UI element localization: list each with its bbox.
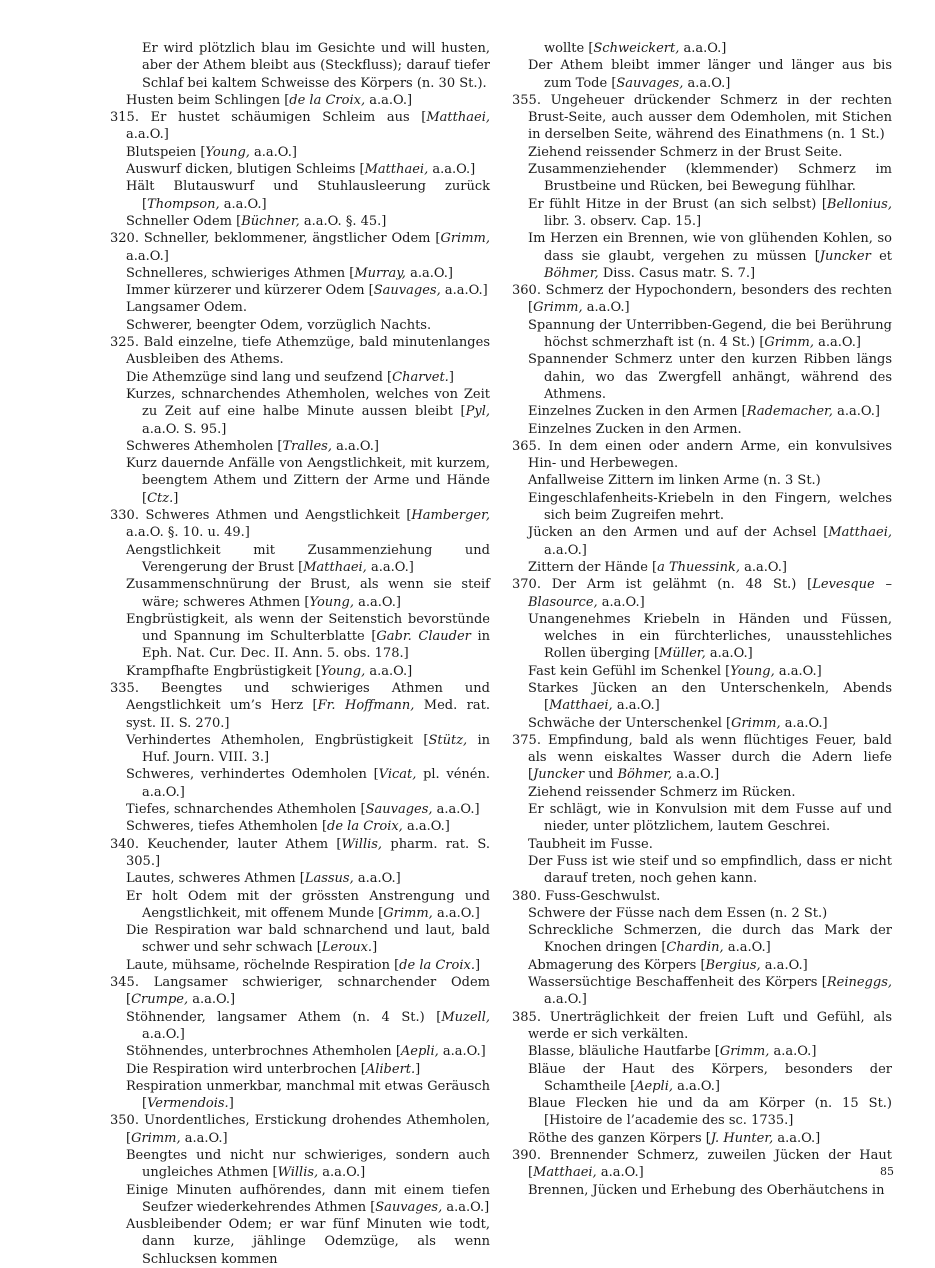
entry-text: a.a.O.] (354, 594, 401, 610)
entry-text: Röthe des ganzen Körpers [ (528, 1130, 711, 1146)
symptom-entry (512, 317, 892, 352)
entry-text: Respiration unmerkbar, manchmal mit etwas Geräusch [ (126, 1078, 490, 1112)
entry-text: a.a.O.] (582, 300, 630, 316)
entry-text: Er schlägt, wie in Konvulsion mit dem Fusse auf und nieder, unter plötzlichem, lautem Geschrei. (528, 802, 892, 835)
symptom-entry (110, 801, 490, 818)
entry-text: a.a.O.] (142, 1026, 185, 1042)
citation-author: Hamberger, (411, 508, 490, 524)
symptom-entry (110, 1061, 490, 1078)
citation-author: de la Croix, (327, 819, 403, 835)
citation-author: de la Croix, (289, 92, 366, 108)
citation-author: Fr. Hoffmann, (317, 698, 415, 714)
entry-text: a.a.O.] (596, 1165, 644, 1181)
symptom-entry (110, 507, 490, 542)
entry-text: Unangenehmes Kriebeln in Händen und Füssen, welches in ein fürchterliches, unausstehliches Rollen überging [ (528, 611, 892, 662)
symptom-entry (110, 369, 490, 386)
symptom-entry (512, 1095, 892, 1130)
citation-author: Grimm, (533, 300, 583, 316)
entry-text: ] (228, 1096, 234, 1112)
entry-text: Einzelnes Zucken in den Armen [ (528, 404, 747, 420)
entry-text: Die Respiration wird unterbrochen [ (126, 1061, 366, 1077)
entry-text: Schreckliche Schmerzen, die durch das Mark der Knochen dringen [ (528, 923, 892, 956)
entry-text: a.a.O.] (442, 1199, 490, 1215)
entry-text: a.a.O.] (832, 404, 880, 420)
entry-text: Schneller Odem [ (126, 213, 242, 229)
entry-text: a.a.O.] (597, 594, 645, 610)
entry-text: a.a.O.] (760, 957, 808, 973)
entry-text: 375. Empfindung, bald als wenn flüchtiges Feuer, bald als wenn eiskaltes Wasser durch die Adern liefe [ (512, 732, 892, 783)
entry-text: 320. Schneller, beklommener, ängstlicher Odem [ (110, 231, 441, 247)
entry-text: Engbrüstigkeit, als wenn der Seitenstich bevorstünde und Spannung im Schulterblatte [ (126, 611, 490, 645)
symptom-entry (512, 92, 892, 144)
symptom-entry (512, 196, 892, 231)
entry-text: 325. Bald einzelne, tiefe Athemzüge, bald minutenlanges Ausbleiben des Athems. (110, 335, 490, 368)
citation-author: Grimm, (131, 1130, 181, 1146)
citation-author: Alibert. (365, 1061, 416, 1077)
symptom-entry (512, 1130, 892, 1147)
symptom-entry (110, 1078, 490, 1113)
symptom-entry (110, 542, 490, 577)
symptom-entry (512, 421, 892, 438)
entry-text: wollte [ (544, 41, 594, 56)
symptom-entry (512, 905, 892, 922)
symptom-entry (512, 490, 892, 525)
entry-text: Schwere der Füsse nach dem Essen (n. 2 St.) (528, 905, 828, 921)
entry-text: und (584, 767, 618, 783)
citation-author: Willis, (341, 836, 383, 852)
entry-text: in Huf. Journ. VIII. 3.] (142, 732, 490, 766)
entry-text: a.a.O.] (318, 1165, 366, 1181)
citation-author: Sauvages, (375, 1199, 443, 1215)
symptom-entry (512, 40, 892, 57)
symptom-entry (110, 161, 490, 178)
citation-author: Thompson, (147, 196, 220, 212)
symptom-entry (512, 161, 892, 196)
entry-text: pl. vénén. a.a.O.] (142, 767, 490, 800)
entry-text: Spannender Schmerz unter den kurzen Ribben längs dahin, wo das Zwergfell anhängt, während des Athmens. (528, 352, 892, 402)
symptom-entry (110, 836, 490, 871)
entry-text: a.a.O.] (188, 992, 236, 1008)
symptom-entry (512, 974, 892, 1009)
symptom-entry (512, 1147, 892, 1182)
symptom-entry (110, 144, 490, 161)
entry-text: a.a.O.] (679, 41, 727, 56)
entry-text: a.a.O.] (365, 663, 413, 679)
entry-text: a.a.O.] (774, 663, 822, 679)
symptom-entry (110, 922, 490, 957)
entry-text: Die Respiration war bald schnarchend und laut, bald schwer und sehr schwach [ (126, 923, 490, 956)
entry-text: Blasse, bläuliche Hautfarbe [ (528, 1044, 720, 1060)
entry-text: a.a.O.] (219, 196, 267, 212)
symptom-entry (512, 801, 892, 836)
entry-text: Schweres, verhindertes Odemholen [ (126, 767, 379, 783)
entry-text: a.a.O.] (180, 1130, 228, 1146)
symptom-entry (110, 818, 490, 835)
entry-text: Er holt Odem mit der grössten Anstrengung und Aengstlichkeit, mit offenem Munde [ (126, 888, 490, 921)
citation-author: Müller, (659, 646, 706, 662)
entry-text: a.a.O.] (544, 542, 587, 558)
symptom-entry (512, 732, 892, 784)
entry-text: 355. Ungeheuer drückender Schmerz in der rechten Brust-Seite, auch ausser dem Odemholen, mit Stichen in derselben Seite, während des Einathmens (n. 1 St.) (512, 92, 892, 143)
entry-text: Schnelleres, schwieriges Athmen [ (126, 265, 355, 281)
entry-text: ] (415, 1061, 421, 1077)
left-column (110, 40, 490, 1268)
symptom-entry (512, 957, 892, 974)
entry-text: Die Athemzüge sind lang und seufzend [ (126, 369, 393, 385)
symptom-entry (512, 663, 892, 680)
entry-text: Kurzes, schnarchendes Athemholen, welches von Zeit zu Zeit auf eine halbe Minute aussen bleibt [ (126, 386, 490, 420)
symptom-entry (110, 766, 490, 801)
entry-text: Stöhnender, langsamer Athem (n. 4 St.) [ (126, 1009, 442, 1025)
citation-author: J. Hunter, (710, 1130, 774, 1146)
entry-text: a.a.O.] (673, 1078, 720, 1094)
symptom-entry (110, 957, 490, 974)
symptom-entry (512, 403, 892, 420)
citation-author: Gabr. Clauder (376, 629, 471, 645)
citation-author: Levesque – Blasource, (528, 577, 892, 610)
entry-text: Beengtes und nicht nur schwieriges, sondern auch ungleiches Athmen [ (126, 1148, 490, 1181)
symptom-entry (110, 870, 490, 887)
symptom-entry (110, 213, 490, 230)
entry-text: 335. Beengtes und schwieriges Athmen und Aengstlichkeit um’s Herz [ (110, 680, 490, 714)
symptom-entry (512, 1182, 892, 1199)
citation-author: Bergius, (705, 957, 761, 973)
entry-text: a.a.O.] (705, 646, 753, 662)
citation-author: Matthaei, (533, 1165, 597, 1181)
symptom-entry (512, 836, 892, 853)
symptom-entry (512, 351, 892, 403)
entry-text: a.a.O.] (438, 1044, 486, 1060)
citation-author: Chardin, (666, 940, 724, 956)
entry-text: Starkes Jücken an den Unterschenkeln, Abends [ (528, 680, 892, 714)
citation-author: Bellonius, (826, 196, 892, 212)
citation-author: Matthaei, (426, 110, 490, 126)
citation-author: Matthaei, (828, 525, 892, 541)
symptom-entry (512, 57, 892, 92)
citation-author: Grimm, (383, 905, 433, 921)
entry-text: Jücken an den Armen und auf der Achsel [ (528, 525, 829, 541)
symptom-entry (110, 92, 490, 109)
entry-text: a.a.O.] (402, 819, 450, 835)
symptom-entry (110, 732, 490, 767)
entry-text: Laute, mühsame, röchelnde Respiration [ (126, 957, 400, 973)
entry-text: Immer kürzerer und kürzerer Odem [ (126, 283, 374, 299)
entry-text: 360. Schmerz der Hypochondern, besonders des rechten [ (512, 283, 892, 316)
symptom-entry (110, 282, 490, 299)
citation-author: Grimm, (440, 231, 490, 247)
symptom-entry (110, 109, 490, 144)
entry-text: 340. Keuchender, lauter Athem [ (110, 836, 342, 852)
entry-text: Aengstlichkeit mit Zusammenziehung und Verengerung der Brust [ (126, 542, 490, 575)
citation-author: Vicat, (378, 767, 417, 783)
entry-text: Ziehend reissender Schmerz im Rücken. (528, 784, 796, 800)
entry-text: a.a.O.] (773, 1130, 821, 1146)
entry-text: a.a.O.] (544, 992, 587, 1008)
entry-text: a.a.O.] (405, 265, 453, 281)
entry-text: Ausbleibender Odem; er war fünf Minuten wie todt, dann kurze, jählinge Odemzüge, als wenn Schlucksen kommen (126, 1217, 490, 1267)
citation-author: Sauvages, (616, 75, 684, 91)
entry-text: 345. Langsamer schwieriger, schnarchender Odem [ (110, 975, 490, 1008)
entry-text: a.a.O.] (780, 715, 828, 731)
citation-author: a Thuessink, (657, 559, 740, 575)
citation-author: Grimm, (731, 715, 781, 731)
entry-text: a.a.O. S. 95.] (142, 421, 227, 437)
entry-text: Er wird plötzlich blau im Gesichte und will husten, aber der Athem bleibt aus (Steckfluss); darauf tiefer Schlaf bei kaltem Schweisse des Körpers (n. 30 St.). (142, 41, 490, 91)
citation-author: Young, (309, 594, 354, 610)
citation-author: Murray, (354, 265, 406, 281)
entry-text: a.a.O.] (432, 905, 480, 921)
entry-text: a.a.O. §. 45.] (299, 213, 387, 229)
entry-text: 370. Der Arm ist gelähmt (n. 48 St.) [ (512, 577, 813, 593)
citation-author: Böhmer, (617, 767, 673, 783)
citation-author: Matthaei, (549, 698, 613, 714)
entry-text: a.a.O.] (739, 559, 787, 575)
citation-author: Juncker (819, 248, 871, 264)
symptom-entry (512, 576, 892, 611)
entry-text: a.a.O.] (683, 75, 731, 91)
entry-text: 390. Brennender Schmerz, zuweilen Jücken der Haut [ (512, 1148, 892, 1181)
entry-text: Der Athem bleibt immer länger und länger aus bis zum Tode [ (528, 58, 892, 91)
entry-text: Anfallweise Zittern im linken Arme (n. 3 St.) (528, 473, 821, 489)
symptom-entry (512, 282, 892, 317)
entry-text: a.a.O.] (249, 144, 297, 160)
right-column (512, 40, 892, 1199)
entry-text: 330. Schweres Athmen und Aengstlichkeit [ (110, 508, 412, 524)
entry-text: Der Fuss ist wie steif und so empfindlich, dass er nicht darauf treten, noch gehen kann. (528, 853, 892, 887)
entry-text: Langsamer Odem. (126, 300, 247, 316)
citation-author: Pyl, (465, 404, 490, 420)
entry-text: Schweres Athemholen [ (126, 438, 283, 454)
symptom-entry (110, 1182, 490, 1217)
entry-text: Bläue der Haut des Körpers, besonders der Schamtheile [ (528, 1061, 892, 1094)
entry-text: Lautes, schweres Athmen [ (126, 871, 305, 887)
symptom-entry (512, 1061, 892, 1096)
entry-text: Kurz dauernde Anfälle von Aengstlichkeit, mit kurzem, beengtem Athem und Zittern der Arme und Hände [ (126, 456, 490, 506)
entry-text: Einige Minuten aufhörendes, dann mit einem tiefen Seufzer wiederkehrendes Athmen [ (126, 1182, 490, 1215)
entry-text: Blutspeien [ (126, 144, 206, 160)
citation-author: Willis, (277, 1165, 319, 1181)
entry-text: a.a.O.] (813, 335, 861, 351)
entry-text: Med. rat. syst. II. S. 270.] (126, 698, 490, 731)
symptom-entry (110, 386, 490, 438)
entry-text: Zittern der Hände [ (528, 559, 658, 575)
entry-text: Einzelnes Zucken in den Armen. (528, 421, 742, 437)
symptom-entry (110, 1043, 490, 1060)
entry-text: libr. 3. observ. Cap. 15.] (544, 213, 702, 229)
citation-author: Crumpe, (131, 992, 189, 1008)
symptom-entry (512, 1043, 892, 1060)
entry-text: Husten beim Schlingen [ (126, 92, 290, 108)
citation-author: Aepli, (400, 1044, 439, 1060)
citation-author: Büchner, (241, 213, 300, 229)
citation-author: Reineggs, (826, 975, 892, 991)
symptom-entry (110, 455, 490, 507)
entry-text: Verhindertes Athemholen, Engbrüstigkeit [ (126, 732, 429, 748)
entry-text: Ziehend reissender Schmerz in der Brust Seite. (528, 144, 843, 160)
symptom-entry (512, 524, 892, 559)
citation-author: Juncker (533, 767, 585, 783)
entry-text: a.a.O.] (126, 248, 169, 264)
entry-text: a.a.O.] (331, 438, 379, 454)
entry-text: Wassersüchtige Beschaffenheit des Körpers [ (528, 975, 827, 991)
entry-text: Stöhnendes, unterbrochnes Athemholen [ (126, 1044, 401, 1060)
entry-text: Spannung der Unterribben-Gegend, die bei Berührung höchst schmerzhaft ist (n. 4 St.) [ (528, 317, 892, 351)
symptom-entry (512, 888, 892, 905)
entry-text: 385. Unerträglichkeit der freien Luft und Gefühl, als werde er sich verkälten. (512, 1009, 892, 1042)
entry-text: a.a.O.] (365, 92, 413, 108)
citation-author: Lassus, (304, 871, 354, 887)
symptom-entry (110, 663, 490, 680)
symptom-entry (512, 230, 892, 282)
symptom-entry (110, 230, 490, 265)
entry-text: a.a.O.] (723, 940, 771, 956)
entry-text: Eingeschlafenheits-Kriebeln in den Fingern, welches sich beim Zugreifen mehrt. (528, 490, 892, 524)
entry-text: Im Herzen ein Brennen, wie von glühenden Kohlen, so dass sie glaubt, vergehen zu müssen [ (528, 231, 892, 264)
entry-text: Zusammenziehender (klemmender) Schmerz im Brustbeine und Rücken, bei Bewegung fühlhar. (528, 162, 892, 195)
citation-author: Aepli, (635, 1078, 673, 1094)
entry-text: Schweres, tiefes Athemholen [ (126, 819, 328, 835)
entry-text: 380. Fuss-Geschwulst. (512, 888, 661, 904)
symptom-entry (512, 144, 892, 161)
symptom-entry (110, 1147, 490, 1182)
entry-text: a.a.O.] (428, 162, 476, 178)
citation-author: Sauvages, (365, 802, 433, 818)
citation-author: Stütz, (428, 732, 468, 748)
symptom-entry (512, 680, 892, 715)
entry-text: ] (173, 490, 179, 506)
citation-author: Grimm, (719, 1044, 770, 1060)
entry-text: Schwäche der Unterschenkel [ (528, 715, 732, 731)
entry-text: Brennen, Jücken und Erhebung des Oberhäutchens in (528, 1182, 885, 1198)
page-number: 85 (880, 1165, 894, 1178)
entry-text: pharm. rat. S. 305.] (126, 836, 490, 869)
entry-text: Taubheit im Fusse. (528, 836, 653, 852)
symptom-entry (512, 472, 892, 489)
citation-author: Leroux. (321, 940, 373, 956)
entry-text: a.a.O.] (126, 127, 169, 143)
symptom-entry (512, 1009, 892, 1044)
symptom-entry (110, 317, 490, 334)
entry-text: a.a.O. §. 10. u. 49.] (126, 525, 250, 541)
entry-text: ] (448, 369, 454, 385)
entry-text: a.a.O.] (432, 802, 480, 818)
entry-text: et (870, 248, 892, 264)
symptom-entry (110, 974, 490, 1009)
symptom-entry (110, 1112, 490, 1147)
entry-text: Er fühlt Hitze in der Brust (an sich selbst) [ (528, 196, 827, 212)
symptom-entry (110, 178, 490, 213)
citation-author: de la Croix. (399, 957, 475, 973)
symptom-entry (512, 922, 892, 957)
citation-author: Böhmer, (544, 265, 599, 281)
symptom-entry (512, 853, 892, 888)
citation-author: Young, (730, 663, 775, 679)
citation-author: Tralles, (282, 438, 332, 454)
symptom-entry (110, 1009, 490, 1044)
entry-text: 350. Unordentliches, Erstickung drohendes Athemholen, [ (110, 1113, 490, 1146)
citation-author: Charvet. (392, 369, 449, 385)
symptom-entry (110, 1216, 490, 1268)
entry-text: a.a.O.] (440, 283, 488, 299)
citation-author: Young, (320, 663, 366, 679)
citation-author: Vermendois. (147, 1096, 229, 1112)
entry-text: a.a.O.] (612, 698, 660, 714)
symptom-entry (110, 438, 490, 455)
entry-text: Auswurf dicken, blutigen Schleims [ (126, 162, 365, 178)
citation-author: Schweickert, (593, 41, 680, 56)
symptom-entry (512, 559, 892, 576)
symptom-entry (110, 611, 490, 663)
symptom-entry (110, 299, 490, 316)
entry-text: Diss. Casus matr. S. 7.] (598, 265, 756, 281)
entry-text: Hält Blutauswurf und Stuhlausleerung zurück [ (126, 179, 490, 212)
citation-author: Grimm, (764, 335, 814, 351)
entry-text: Blaue Flecken hie und da am Körper (n. 15 St.) [Histoire de l’academie des sc. 1735.] (528, 1096, 892, 1129)
entry-text: a.a.O.] (366, 559, 414, 575)
symptom-entry (110, 680, 490, 732)
entry-text: ] (372, 940, 378, 956)
entry-text: in Eph. Nat. Cur. Dec. II. Ann. 5. obs. 178.] (142, 629, 490, 662)
entry-text: 365. In dem einen oder andern Arme, ein konvulsives Hin- und Herbewegen. (512, 438, 892, 472)
citation-author: Ctz. (147, 490, 174, 506)
entry-text: ] (474, 957, 481, 973)
entry-text: Fast kein Gefühl im Schenkel [ (528, 663, 731, 679)
symptom-entry (110, 265, 490, 282)
symptom-entry (512, 438, 892, 473)
symptom-entry (512, 611, 892, 663)
citation-author: Matthaei, (303, 559, 367, 575)
citation-author: Young, (205, 144, 250, 160)
symptom-entry (512, 715, 892, 732)
entry-text: 315. Er hustet schäumigen Schleim aus [ (110, 110, 427, 126)
entry-text: a.a.O.] (353, 871, 401, 887)
entry-text: a.a.O.] (672, 767, 720, 783)
symptom-entry (110, 40, 490, 92)
symptom-entry (512, 784, 892, 801)
entry-text: a.a.O.] (769, 1044, 817, 1060)
citation-author: Matthaei, (364, 162, 429, 178)
symptom-entry (110, 334, 490, 369)
entry-text: Schwerer, beengter Odem, vorzüglich Nachts. (126, 317, 432, 333)
citation-author: Muzell, (441, 1009, 490, 1025)
symptom-entry (110, 888, 490, 923)
symptom-entry (110, 576, 490, 611)
citation-author: Rademacher, (746, 404, 833, 420)
entry-text: Abmagerung des Körpers [ (528, 957, 706, 973)
entry-text: Krampfhafte Engbrüstigkeit [ (126, 663, 321, 679)
entry-text: Zusammenschnürung der Brust, als wenn sie steif wäre; schweres Athmen [ (126, 577, 490, 610)
citation-author: Sauvages, (373, 283, 441, 299)
entry-text: Tiefes, schnarchendes Athemholen [ (126, 802, 366, 818)
